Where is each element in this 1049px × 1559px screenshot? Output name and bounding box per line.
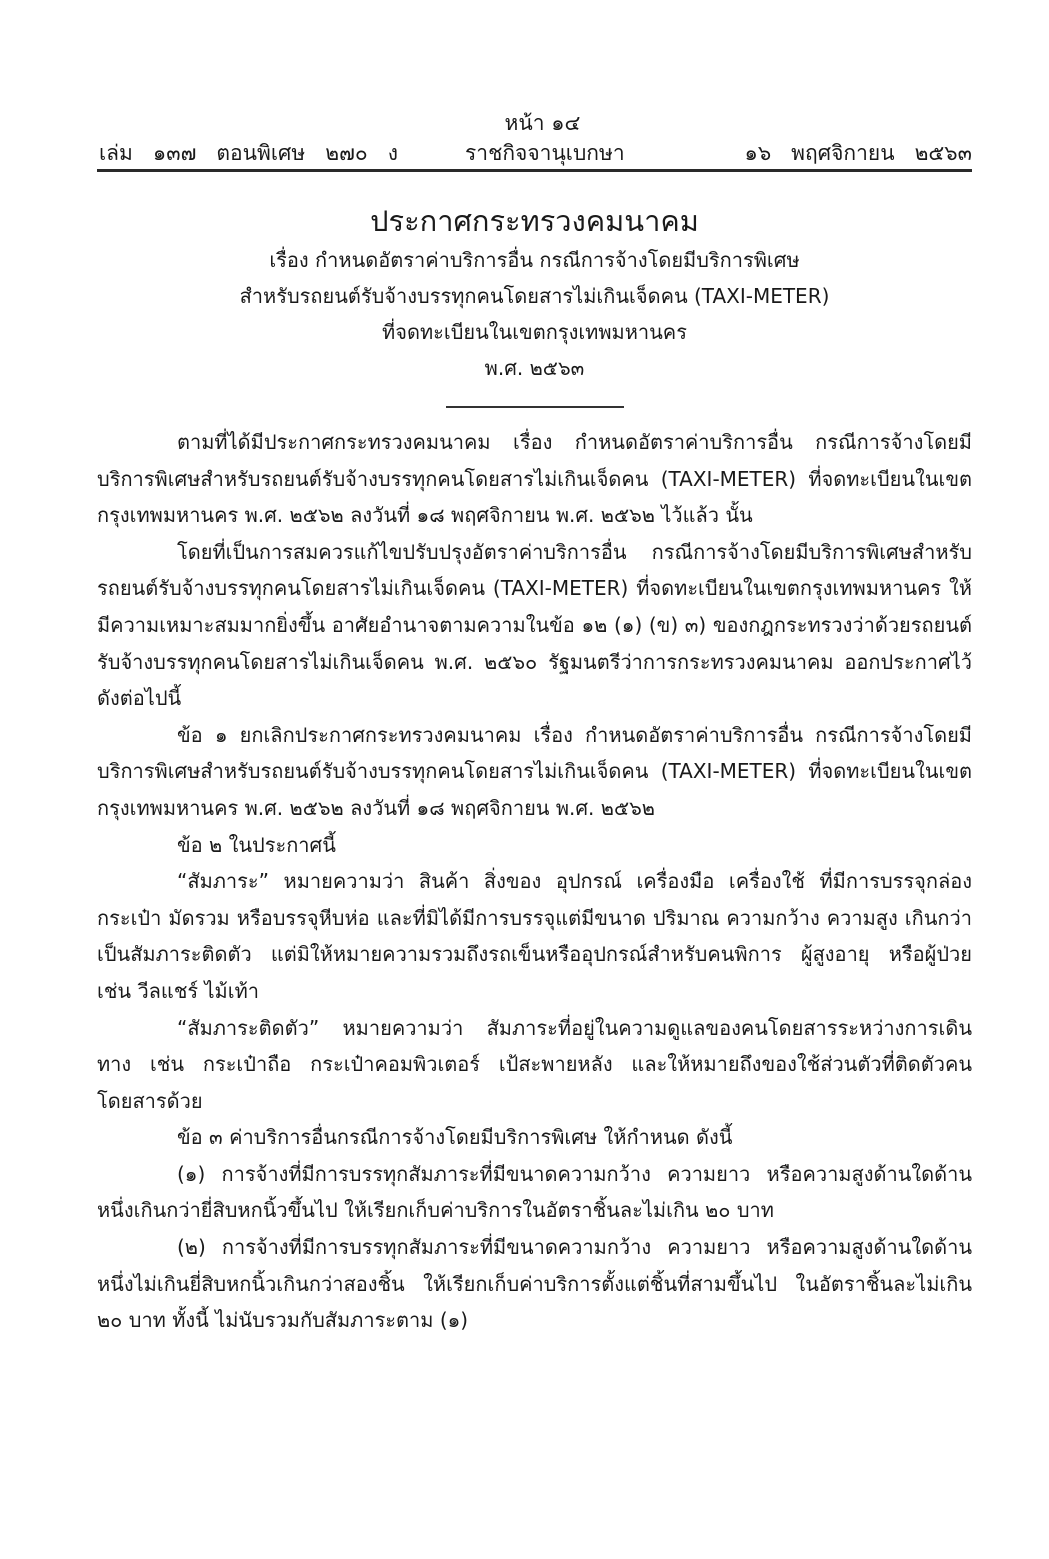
clause-3-item-1: (๑) การจ้างที่มีการบรรทุกสัมภาระที่มีขนาดความกว้าง ความยาว หรือความสูงด้านใดด้านหนึ่งเกินกว่ายี่สิบหกนิ้วขึ้นไป ให้เรียกเก็บค่าบริการในอัตราชิ้นละไม่เกิน ๒๐ บาท [97,1161,972,1223]
clause-3: ข้อ ๓ ค่าบริการอื่นกรณีการจ้างโดยมีบริการพิเศษ ให้กำหนด ดังนี้ [177,1125,733,1150]
document-title: ประกาศกระทรวงคมนาคม [370,204,699,238]
preamble-paragraph: ตามที่ได้มีประกาศกระทรวงคมนาคม เรื่อง กำหนดอัตราค่าบริการอื่น กรณีการจ้างโดยมีบริการพิเศษสำหรับรถยนต์รับจ้างบรรทุกคนโดยสารไม่เกินเจ็ดคน (TAXI-METER) ที่จดทะเบียนในเขตกรุงเทพมหานคร พ.ศ. ๒๕๖๒ ลงวันที่ ๑๘ พฤศจิกายน พ.ศ. ๒๕๖๒ ไว้แล้ว นั้น [97,430,972,528]
volume-issue: เล่ม ๑๓๗ ตอนพิเศษ ๒๗๐ ง [99,141,398,165]
authority-paragraph: โดยที่เป็นการสมควรแก้ไขปรับปรุงอัตราค่าบริการอื่น กรณีการจ้างโดยมีบริการพิเศษสำหรับรถยนต์รับจ้างบรรทุกคนโดยสารไม่เกินเจ็ดคน (TAXI-METER) ที่จดทะเบียนในเขตกรุงเทพมหานคร ให้มีความเหมาะสมมากยิ่งขึ้น อาศัยอำนาจตามความในข้อ ๑๒ (๑) (ข) ๓) ของกฎกระทรวงว่าด้วยรถยนต์รับจ้างบรรทุกคนโดยสารไม่เกินเจ็ดคน พ.ศ. ๒๕๖๐ รัฐมนตรีว่าการกระทรวงคมนาคม ออกประกาศไว้ ดังต่อไปนี้ [97,539,972,711]
running-header [97,138,972,168]
clause-3-item-2: (๒) การจ้างที่มีการบรรทุกสัมภาระที่มีขนาดความกว้าง ความยาว หรือความสูงด้านใดด้านหนึ่งไม่เกินยี่สิบหกนิ้วเกินกว่าสองชิ้น ให้เรียกเก็บค่าบริการตั้งแต่ชิ้นที่สามขึ้นไป ในอัตราชิ้นละไม่เกิน ๒๐ บาท ทั้งนี้ ไม่นับรวมกับสัมภาระตาม (๑) [97,1235,972,1333]
subject-line: ที่จดทะเบียนในเขตกรุงเทพมหานคร [382,320,687,344]
publication-name: ราชกิจจานุเบกษา [465,141,625,165]
announcement-body [97,424,972,1339]
subject-line: สำหรับรถยนต์รับจ้างบรรทุกคนโดยสารไม่เกินเจ็ดคน (TAXI-METER) [239,284,830,308]
announcement-title-block [97,200,972,408]
definition-carry-on: “สัมภาระติดตัว” หมายความว่า สัมภาระที่อยู่ในความดูแลของคนโดยสารระหว่างการเดินทาง เช่น กระเป๋าถือ กระเป๋าคอมพิวเตอร์ เป้สะพายหลัง และให้หมายถึงของใช้ส่วนตัวที่ติดตัวคนโดยสารด้วย [97,1015,972,1113]
page-number: หน้า ๑๔ [504,111,581,135]
subject-line: เรื่อง กำหนดอัตราค่าบริการอื่น กรณีการจ้างโดยมีบริการพิเศษ [269,248,800,272]
clause-2: ข้อ ๒ ในประกาศนี้ [177,832,336,857]
publication-date: ๑๖ พฤศจิกายน ๒๕๖๓ [744,141,972,165]
definition-luggage: “สัมภาระ” หมายความว่า สินค้า สิ่งของ อุปกรณ์ เครื่องมือ เครื่องใช้ ที่มีการบรรจุกล่อง กระเป๋า มัดรวม หรือบรรจุหีบห่อ และที่มิได้มีการบรรจุแต่มีขนาด ปริมาณ ความกว้าง ความสูง เกินกว่าเป็นสัมภาระติดตัว แต่มิให้หมายความรวมถึงรถเข็นหรืออุปกรณ์สำหรับคนพิการ ผู้สูงอายุ หรือผู้ป่วย เช่น วีลแชร์ ไม้เท้า [97,869,972,1003]
header-divider [97,169,972,172]
clause-1: ข้อ ๑ ยกเลิกประกาศกระทรวงคมนาคม เรื่อง กำหนดอัตราค่าบริการอื่น กรณีการจ้างโดยมีบริการพิเศษสำหรับรถยนต์รับจ้างบรรทุกคนโดยสารไม่เกินเจ็ดคน (TAXI-METER) ที่จดทะเบียนในเขตกรุงเทพมหานคร พ.ศ. ๒๕๖๒ ลงวันที่ ๑๘ พฤศจิกายน พ.ศ. ๒๕๖๒ [97,722,972,820]
title-divider [446,406,624,408]
year-line: พ.ศ. ๒๕๖๓ [484,356,585,380]
